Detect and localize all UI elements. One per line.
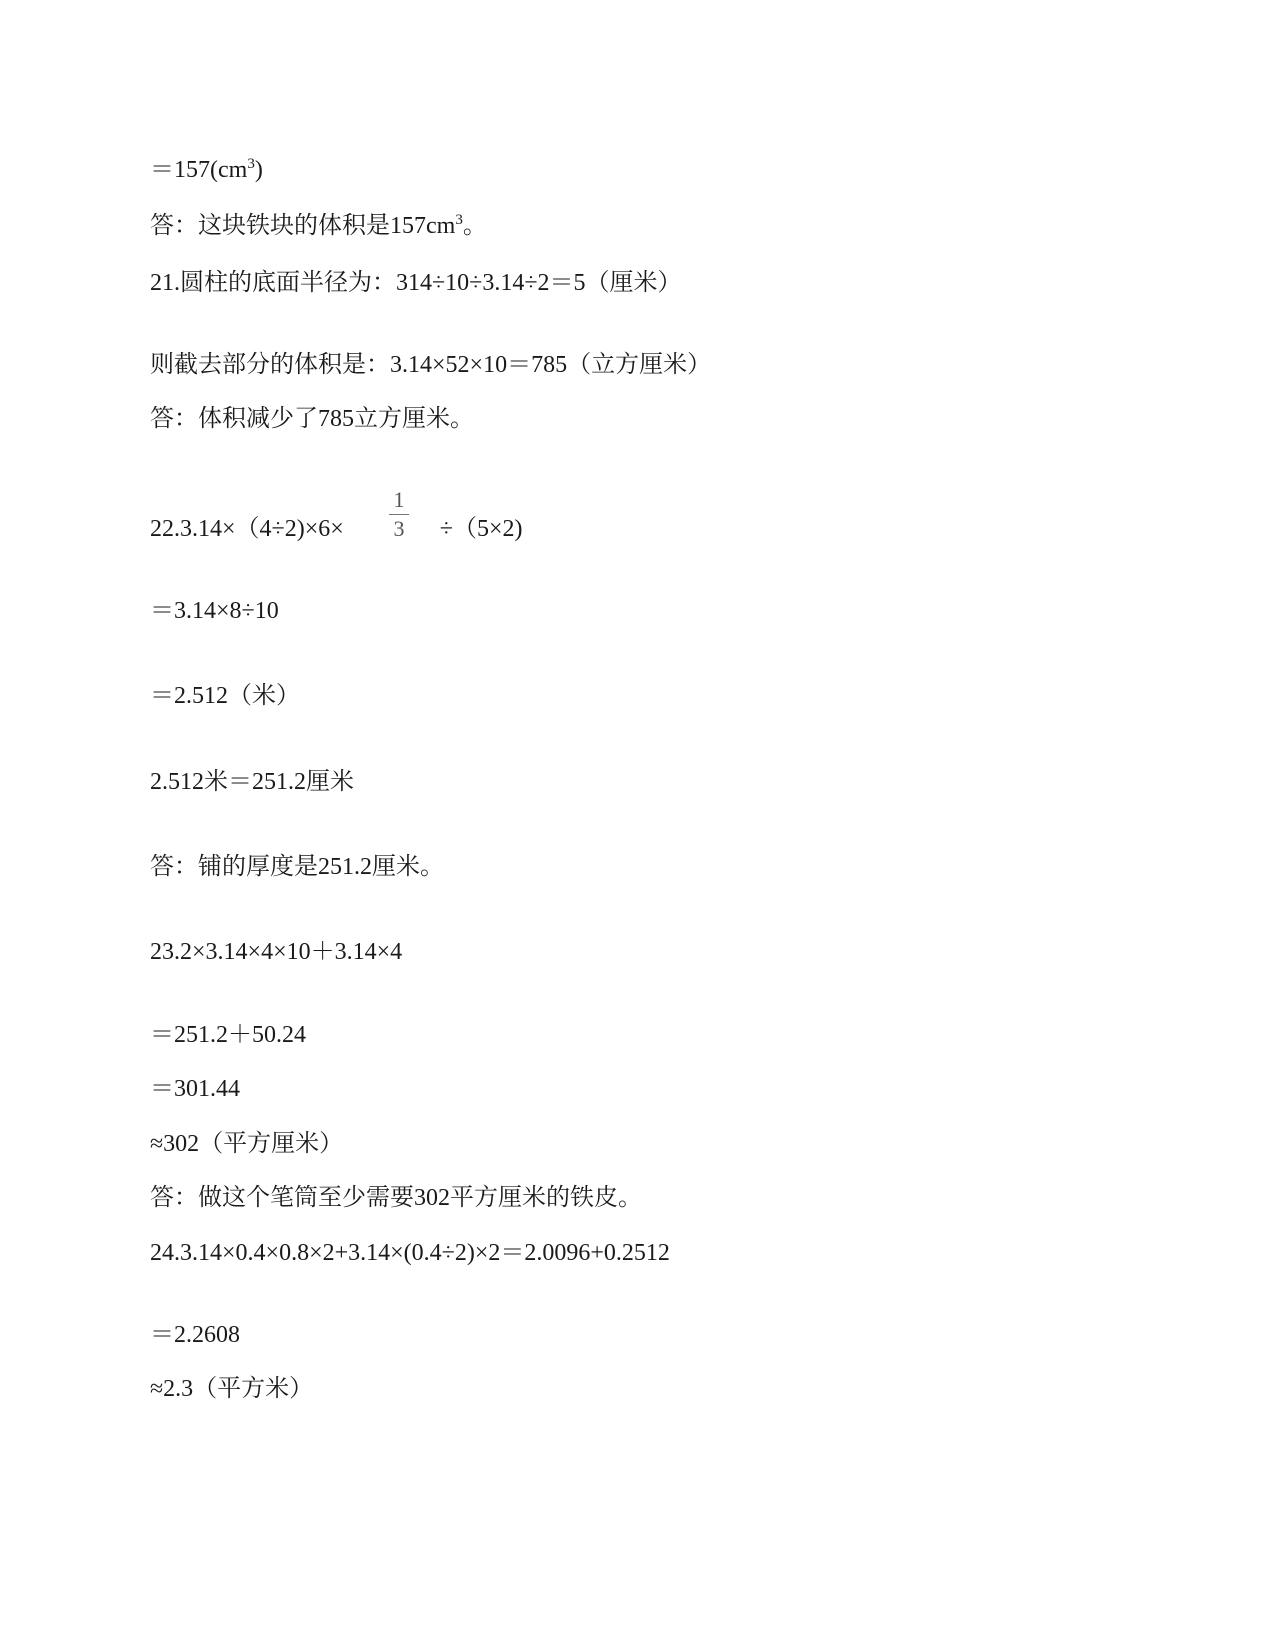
- line-5: 答：体积减少了785立方厘米。: [150, 406, 474, 432]
- line-17: ＝2.2608: [150, 1322, 240, 1348]
- line-2: 答：这块铁块的体积是$157cm^3$。: [150, 212, 487, 239]
- fraction-one-third: [384, 488, 414, 541]
- line-3: 21.圆柱的底面半径为：314÷10÷3.14÷2＝5（厘米）: [150, 270, 682, 296]
- line-13: ＝301.44: [150, 1076, 240, 1102]
- line-6: 22.3.14×（4÷2)×6× ÷（5×2): [150, 516, 523, 542]
- line-4: 则截去部分的体积是：3.14×52×10＝785（立方厘米）: [150, 352, 712, 378]
- fraction-denominator: 3: [393, 516, 405, 541]
- fraction-numerator: 1: [393, 487, 405, 512]
- line-8: ＝2.512（米）: [150, 683, 300, 709]
- line-11: 23.2×3.14×4×10＋3.14×4: [150, 939, 403, 965]
- fraction-bar: [389, 514, 409, 515]
- line-15: 答：做这个笔筒至少需要302平方厘米的铁皮。: [150, 1185, 642, 1211]
- line-18: ≈2.3（平方米）: [150, 1376, 314, 1402]
- line-9: 2.512米＝251.2厘米: [150, 769, 354, 795]
- line-12: ＝251.2＋50.24: [150, 1022, 306, 1048]
- line-10: 答：铺的厚度是251.2厘米。: [150, 854, 444, 880]
- line-16: 24.3.14×0.4×0.8×2+3.14×(0.4÷2)×2＝2.0096+0.2512: [150, 1240, 670, 1266]
- line-14: ≈302（平方厘米）: [150, 1131, 344, 1157]
- line-7: ＝3.14×8÷10: [150, 598, 279, 624]
- line-1: $=157(cm^3)$: [150, 156, 263, 183]
